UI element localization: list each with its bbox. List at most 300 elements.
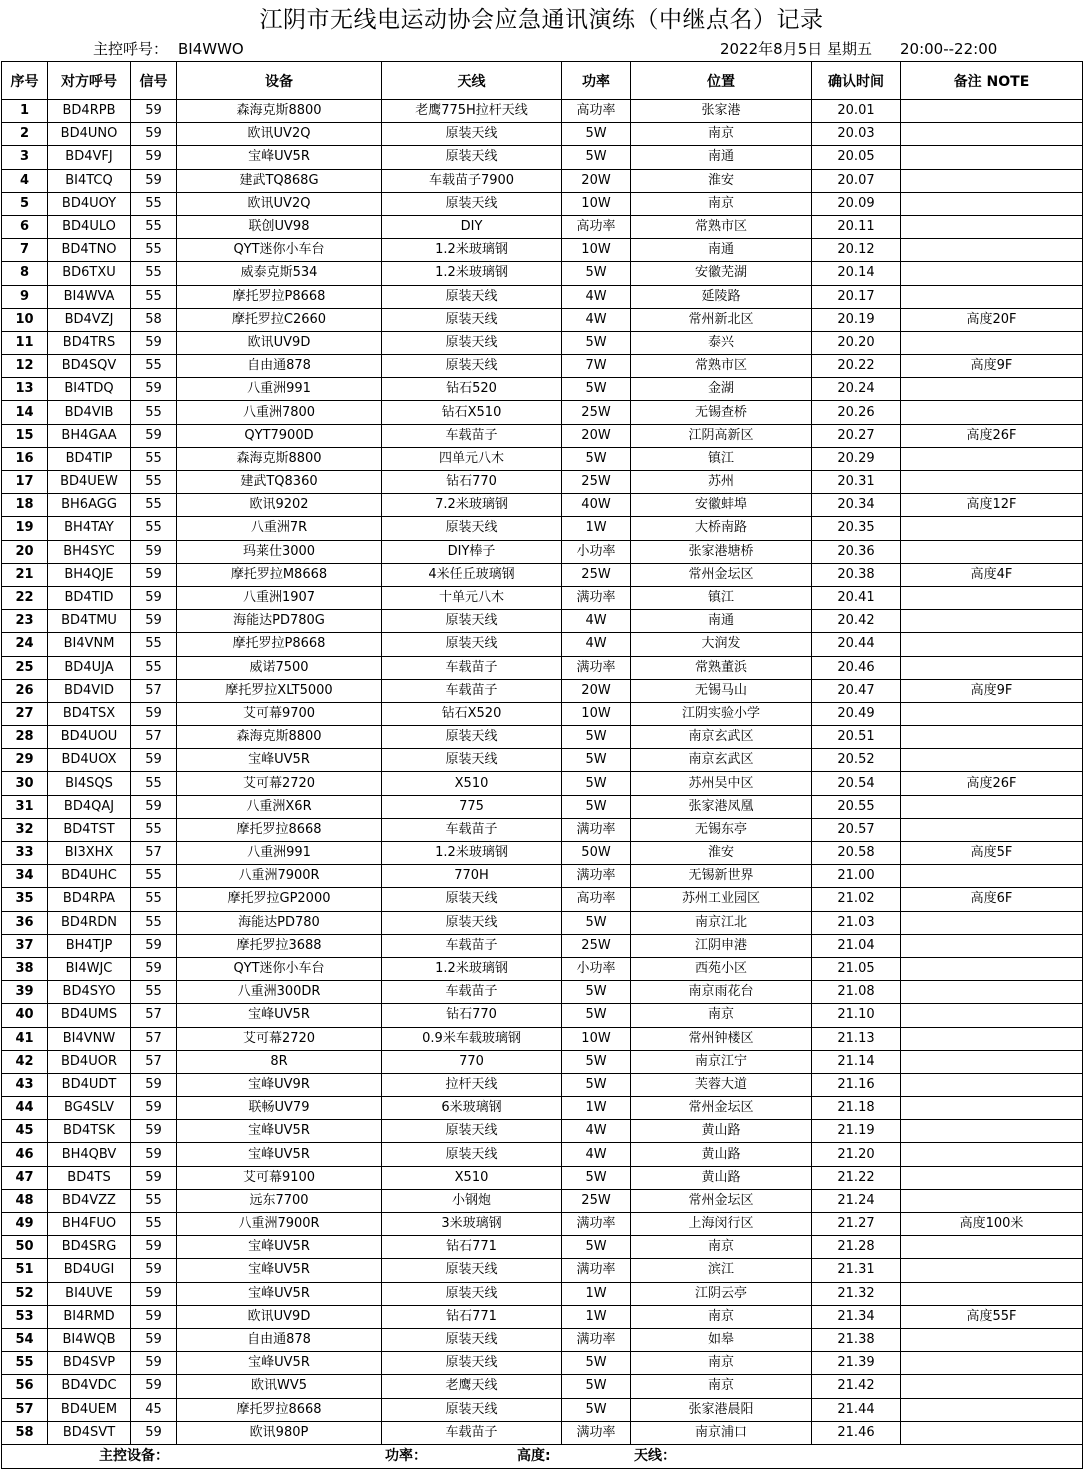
cell-power: 5W (562, 1073, 631, 1096)
cell-index: 41 (2, 1027, 48, 1050)
cell-index: 31 (2, 795, 48, 818)
table-row (2, 1166, 1083, 1189)
footer-power-label: 功率： (385, 1448, 427, 1465)
table-row (2, 772, 1083, 795)
cell-antenna: 十单元八木 (382, 586, 562, 609)
cell-confirm-time: 20.17 (812, 285, 901, 308)
cell-note (901, 1143, 1083, 1166)
cell-device: 八重洲991 (177, 842, 382, 865)
cell-index: 12 (2, 355, 48, 378)
cell-confirm-time: 20.19 (812, 308, 901, 331)
table-row (2, 656, 1083, 679)
cell-note (901, 123, 1083, 146)
cell-location: 南京 (631, 1375, 812, 1398)
cell-confirm-time: 21.10 (812, 1004, 901, 1027)
cell-confirm-time: 20.34 (812, 494, 901, 517)
cell-device: 摩托罗拉P8668 (177, 633, 382, 656)
cell-antenna: 原装天线 (382, 331, 562, 354)
cell-location: 南京雨花台 (631, 981, 812, 1004)
cell-callsign: BD4QAJ (48, 795, 131, 818)
cell-note: 高度55F (901, 1305, 1083, 1328)
cell-index: 14 (2, 401, 48, 424)
cell-power: 25W (562, 471, 631, 494)
table-row (2, 215, 1083, 238)
cell-location: 常州金坛区 (631, 1189, 812, 1212)
cell-note (901, 239, 1083, 262)
cell-device: 宝峰UV5R (177, 1236, 382, 1259)
cell-confirm-time: 21.16 (812, 1073, 901, 1096)
cell-antenna: 1.2米玻璃钢 (382, 262, 562, 285)
cell-location: 张家港晨阳 (631, 1398, 812, 1421)
cell-confirm-time: 20.03 (812, 123, 901, 146)
cell-antenna: 车载苗子 (382, 934, 562, 957)
table-row (2, 447, 1083, 470)
cell-power: 小功率 (562, 957, 631, 980)
cell-location: 南京浦口 (631, 1421, 812, 1444)
cell-power: 5W (562, 331, 631, 354)
cell-index: 23 (2, 610, 48, 633)
cell-signal: 59 (131, 749, 177, 772)
cell-power: 1W (562, 517, 631, 540)
header-meta (0, 38, 1083, 60)
table-row (2, 610, 1083, 633)
cell-power: 小功率 (562, 540, 631, 563)
cell-callsign: BI4TCQ (48, 169, 131, 192)
cell-antenna: 原装天线 (382, 285, 562, 308)
cell-antenna: 原装天线 (382, 517, 562, 540)
cell-index: 8 (2, 262, 48, 285)
cell-index: 43 (2, 1073, 48, 1096)
cell-power: 5W (562, 1236, 631, 1259)
cell-confirm-time: 21.20 (812, 1143, 901, 1166)
cell-device: 艾可幕2720 (177, 772, 382, 795)
cell-index: 20 (2, 540, 48, 563)
cell-location: 无锡东亭 (631, 818, 812, 841)
cell-note (901, 540, 1083, 563)
cell-confirm-time: 20.49 (812, 702, 901, 725)
cell-note (901, 192, 1083, 215)
cell-callsign: BI4WQB (48, 1328, 131, 1351)
header-antenna: 天线 (382, 62, 562, 100)
cell-confirm-time: 20.31 (812, 471, 901, 494)
cell-signal: 55 (131, 447, 177, 470)
cell-note: 高度4F (901, 563, 1083, 586)
cell-confirm-time: 20.58 (812, 842, 901, 865)
cell-location: 江阴实验小学 (631, 702, 812, 725)
table-row (2, 911, 1083, 934)
cell-antenna: X510 (382, 772, 562, 795)
cell-callsign: BD4RPA (48, 888, 131, 911)
session-date: 2022年8月5日 (720, 40, 823, 58)
cell-device: 森海克斯8800 (177, 726, 382, 749)
cell-location: 西苑小区 (631, 957, 812, 980)
cell-callsign: BD4ULO (48, 215, 131, 238)
cell-signal: 59 (131, 1143, 177, 1166)
cell-device: 海能达PD780G (177, 610, 382, 633)
table-row (2, 1328, 1083, 1351)
table-body (2, 100, 1083, 1445)
cell-callsign: BH4TAY (48, 517, 131, 540)
page-title: 江阴市无线电运动协会应急通讯演练（中继点名）记录 (259, 7, 824, 33)
cell-signal: 59 (131, 378, 177, 401)
cell-device: 八重洲1907 (177, 586, 382, 609)
table-row (2, 1213, 1083, 1236)
cell-callsign: BD4TID (48, 586, 131, 609)
cell-signal: 55 (131, 772, 177, 795)
cell-device: 八重洲300DR (177, 981, 382, 1004)
cell-location: 芙蓉大道 (631, 1073, 812, 1096)
cell-power: 满功率 (562, 1328, 631, 1351)
cell-power: 1W (562, 1097, 631, 1120)
cell-index: 24 (2, 633, 48, 656)
table-row (2, 726, 1083, 749)
cell-callsign: BD6TXU (48, 262, 131, 285)
table-row (2, 100, 1083, 123)
cell-note (901, 471, 1083, 494)
header-signal: 信号 (131, 62, 177, 100)
table-row (2, 1421, 1083, 1444)
footer-height-label: 高度: (517, 1448, 551, 1465)
cell-index: 50 (2, 1236, 48, 1259)
cell-note (901, 865, 1083, 888)
cell-signal: 55 (131, 517, 177, 540)
cell-location: 南京 (631, 192, 812, 215)
cell-location: 南京 (631, 1236, 812, 1259)
cell-callsign: BD4UNO (48, 123, 131, 146)
cell-signal: 55 (131, 1213, 177, 1236)
cell-antenna: 钻石770 (382, 471, 562, 494)
cell-signal: 55 (131, 656, 177, 679)
cell-antenna: 4米任丘玻璃钢 (382, 563, 562, 586)
table-row (2, 633, 1083, 656)
cell-location: 安徽蚌埠 (631, 494, 812, 517)
cell-callsign: BD4UHC (48, 865, 131, 888)
cell-callsign: BD4VID (48, 679, 131, 702)
table-row (2, 888, 1083, 911)
cell-power: 10W (562, 239, 631, 262)
cell-antenna: 四单元八木 (382, 447, 562, 470)
cell-antenna: 0.9米车载玻璃钢 (382, 1027, 562, 1050)
cell-antenna: 1.2米玻璃钢 (382, 842, 562, 865)
cell-confirm-time: 21.19 (812, 1120, 901, 1143)
cell-callsign: BH4QJE (48, 563, 131, 586)
cell-index: 18 (2, 494, 48, 517)
cell-index: 53 (2, 1305, 48, 1328)
table-row (2, 1097, 1083, 1120)
footer-antenna-label: 天线： (634, 1448, 676, 1465)
cell-power: 1W (562, 1282, 631, 1305)
cell-confirm-time: 21.04 (812, 934, 901, 957)
table-row (2, 981, 1083, 1004)
cell-callsign: BD4VIB (48, 401, 131, 424)
cell-callsign: BD4TSK (48, 1120, 131, 1143)
cell-power: 4W (562, 633, 631, 656)
cell-confirm-time: 20.01 (812, 100, 901, 123)
cell-device: 欧讯UV2Q (177, 192, 382, 215)
cell-callsign: BH4GAA (48, 424, 131, 447)
cell-callsign: BD4UOY (48, 192, 131, 215)
cell-confirm-time: 21.27 (812, 1213, 901, 1236)
cell-location: 常州新北区 (631, 308, 812, 331)
table-row (2, 401, 1083, 424)
cell-power: 5W (562, 911, 631, 934)
table-row (2, 1236, 1083, 1259)
cell-signal: 55 (131, 633, 177, 656)
cell-device: 欧讯9202 (177, 494, 382, 517)
cell-callsign: BI4WJC (48, 957, 131, 980)
cell-device: 森海克斯8800 (177, 100, 382, 123)
cell-antenna: 车载苗子 (382, 818, 562, 841)
cell-location: 张家港塘桥 (631, 540, 812, 563)
cell-confirm-time: 20.24 (812, 378, 901, 401)
cell-device: 森海克斯8800 (177, 447, 382, 470)
cell-signal: 55 (131, 1189, 177, 1212)
cell-confirm-time: 20.42 (812, 610, 901, 633)
cell-index: 33 (2, 842, 48, 865)
cell-device: QYT迷你小车台 (177, 239, 382, 262)
cell-power: 4W (562, 610, 631, 633)
cell-signal: 59 (131, 1328, 177, 1351)
cell-callsign: BD4UOX (48, 749, 131, 772)
cell-index: 40 (2, 1004, 48, 1027)
cell-antenna: 车载苗子 (382, 424, 562, 447)
header-device: 设备 (177, 62, 382, 100)
cell-device: 宝峰UV5R (177, 1120, 382, 1143)
cell-confirm-time: 20.07 (812, 169, 901, 192)
cell-antenna: X510 (382, 1166, 562, 1189)
cell-note (901, 262, 1083, 285)
cell-signal: 59 (131, 146, 177, 169)
cell-antenna: 原装天线 (382, 123, 562, 146)
cell-note (901, 586, 1083, 609)
table-row (2, 424, 1083, 447)
cell-signal: 59 (131, 424, 177, 447)
cell-location: 苏州吴中区 (631, 772, 812, 795)
cell-callsign: BD4TNO (48, 239, 131, 262)
cell-power: 5W (562, 146, 631, 169)
cell-location: 泰兴 (631, 331, 812, 354)
cell-confirm-time: 20.27 (812, 424, 901, 447)
cell-note (901, 1027, 1083, 1050)
header-note: 备注 NOTE (901, 62, 1083, 100)
cell-signal: 59 (131, 1421, 177, 1444)
cell-location: 苏州工业园区 (631, 888, 812, 911)
cell-callsign: BH4FUO (48, 1213, 131, 1236)
cell-antenna: 6米玻璃钢 (382, 1097, 562, 1120)
table-row (2, 1027, 1083, 1050)
cell-power: 20W (562, 424, 631, 447)
cell-note (901, 146, 1083, 169)
cell-power: 25W (562, 1189, 631, 1212)
cell-signal: 59 (131, 1120, 177, 1143)
cell-device: 宝峰UV5R (177, 1004, 382, 1027)
cell-callsign: BI4VNM (48, 633, 131, 656)
cell-location: 大桥南路 (631, 517, 812, 540)
cell-index: 55 (2, 1352, 48, 1375)
cell-index: 22 (2, 586, 48, 609)
cell-callsign: BD4TRS (48, 331, 131, 354)
cell-antenna: 钻石X520 (382, 702, 562, 725)
cell-device: 宝峰UV5R (177, 146, 382, 169)
cell-location: 安徽芜湖 (631, 262, 812, 285)
cell-note (901, 1236, 1083, 1259)
cell-note: 高度26F (901, 772, 1083, 795)
cell-note (901, 610, 1083, 633)
cell-confirm-time: 20.44 (812, 633, 901, 656)
cell-device: 摩托罗拉P8668 (177, 285, 382, 308)
cell-callsign: BD4TS (48, 1166, 131, 1189)
cell-callsign: BD4SQV (48, 355, 131, 378)
cell-note (901, 1352, 1083, 1375)
cell-device: 建武TQ868G (177, 169, 382, 192)
cell-signal: 59 (131, 1352, 177, 1375)
cell-signal: 59 (131, 540, 177, 563)
cell-power: 5W (562, 795, 631, 818)
cell-note (901, 285, 1083, 308)
cell-note: 高度9F (901, 679, 1083, 702)
cell-antenna: 原装天线 (382, 610, 562, 633)
cell-antenna: 原装天线 (382, 1120, 562, 1143)
cell-location: 苏州 (631, 471, 812, 494)
cell-callsign: BD4UEW (48, 471, 131, 494)
cell-confirm-time: 20.36 (812, 540, 901, 563)
cell-index: 13 (2, 378, 48, 401)
control-call-label: 主控呼号： (93, 40, 169, 58)
header-index: 序号 (2, 62, 48, 100)
cell-power: 25W (562, 563, 631, 586)
cell-power: 高功率 (562, 215, 631, 238)
cell-power: 满功率 (562, 586, 631, 609)
cell-device: 远东7700 (177, 1189, 382, 1212)
cell-confirm-time: 20.11 (812, 215, 901, 238)
cell-index: 32 (2, 818, 48, 841)
cell-signal: 55 (131, 888, 177, 911)
cell-callsign: BG4SLV (48, 1097, 131, 1120)
cell-device: 摩托罗拉M8668 (177, 563, 382, 586)
cell-index: 21 (2, 563, 48, 586)
cell-note (901, 795, 1083, 818)
cell-signal: 57 (131, 842, 177, 865)
cell-index: 1 (2, 100, 48, 123)
cell-note: 高度100米 (901, 1213, 1083, 1236)
table-row (2, 1305, 1083, 1328)
roll-call-table (1, 61, 1083, 1469)
table-row (2, 934, 1083, 957)
cell-index: 9 (2, 285, 48, 308)
cell-index: 16 (2, 447, 48, 470)
cell-power: 高功率 (562, 888, 631, 911)
cell-confirm-time: 20.22 (812, 355, 901, 378)
cell-confirm-time: 21.05 (812, 957, 901, 980)
table-row (2, 1352, 1083, 1375)
header-confirm-time: 确认时间 (812, 62, 901, 100)
cell-signal: 55 (131, 262, 177, 285)
cell-note (901, 726, 1083, 749)
cell-note: 高度12F (901, 494, 1083, 517)
cell-power: 满功率 (562, 656, 631, 679)
cell-location: 淮安 (631, 842, 812, 865)
table-row (2, 517, 1083, 540)
cell-index: 29 (2, 749, 48, 772)
cell-callsign: BI4RMD (48, 1305, 131, 1328)
table-row (2, 1004, 1083, 1027)
cell-antenna: 钻石771 (382, 1236, 562, 1259)
cell-antenna: 原装天线 (382, 1328, 562, 1351)
cell-confirm-time: 20.52 (812, 749, 901, 772)
cell-power: 5W (562, 1398, 631, 1421)
cell-power: 5W (562, 1004, 631, 1027)
cell-signal: 55 (131, 865, 177, 888)
cell-signal: 57 (131, 1027, 177, 1050)
cell-power: 5W (562, 749, 631, 772)
cell-index: 56 (2, 1375, 48, 1398)
footer-row (2, 1444, 1083, 1468)
cell-device: 八重洲7900R (177, 1213, 382, 1236)
session-weekday: 星期五 (827, 40, 873, 58)
cell-antenna: 原装天线 (382, 749, 562, 772)
cell-callsign: BH4QBV (48, 1143, 131, 1166)
cell-signal: 55 (131, 494, 177, 517)
cell-note (901, 447, 1083, 470)
cell-signal: 59 (131, 957, 177, 980)
cell-index: 26 (2, 679, 48, 702)
cell-callsign: BD4RDN (48, 911, 131, 934)
cell-signal: 59 (131, 1097, 177, 1120)
table-row (2, 1120, 1083, 1143)
cell-note (901, 1166, 1083, 1189)
cell-device: 玛莱仕3000 (177, 540, 382, 563)
cell-note: 高度5F (901, 842, 1083, 865)
table-row (2, 378, 1083, 401)
cell-location: 常州金坛区 (631, 1097, 812, 1120)
table-row (2, 1375, 1083, 1398)
table-row (2, 262, 1083, 285)
cell-signal: 55 (131, 192, 177, 215)
cell-location: 南京江宁 (631, 1050, 812, 1073)
cell-antenna: 钻石X510 (382, 401, 562, 424)
cell-antenna: 小钢炮 (382, 1189, 562, 1212)
cell-location: 南京 (631, 1352, 812, 1375)
cell-index: 36 (2, 911, 48, 934)
cell-note (901, 1004, 1083, 1027)
cell-device: QYT迷你小车台 (177, 957, 382, 980)
cell-antenna: 原装天线 (382, 1143, 562, 1166)
cell-device: 宝峰UV5R (177, 749, 382, 772)
cell-note (901, 656, 1083, 679)
cell-power: 40W (562, 494, 631, 517)
cell-confirm-time: 21.18 (812, 1097, 901, 1120)
cell-power: 5W (562, 726, 631, 749)
cell-callsign: BD4UGI (48, 1259, 131, 1282)
cell-index: 3 (2, 146, 48, 169)
cell-callsign: BH4TJP (48, 934, 131, 957)
table-row (2, 1282, 1083, 1305)
cell-power: 4W (562, 1120, 631, 1143)
table-row (2, 1398, 1083, 1421)
table-row (2, 123, 1083, 146)
cell-device: 摩托罗拉GP2000 (177, 888, 382, 911)
cell-device: 宝峰UV5R (177, 1352, 382, 1375)
cell-power: 满功率 (562, 818, 631, 841)
cell-note (901, 1189, 1083, 1212)
cell-power: 满功率 (562, 1259, 631, 1282)
cell-device: 欧讯UV9D (177, 1305, 382, 1328)
cell-location: 南京 (631, 1004, 812, 1027)
cell-device: 宝峰UV9R (177, 1073, 382, 1096)
table-row (2, 679, 1083, 702)
cell-confirm-time: 21.14 (812, 1050, 901, 1073)
cell-power: 满功率 (562, 1421, 631, 1444)
